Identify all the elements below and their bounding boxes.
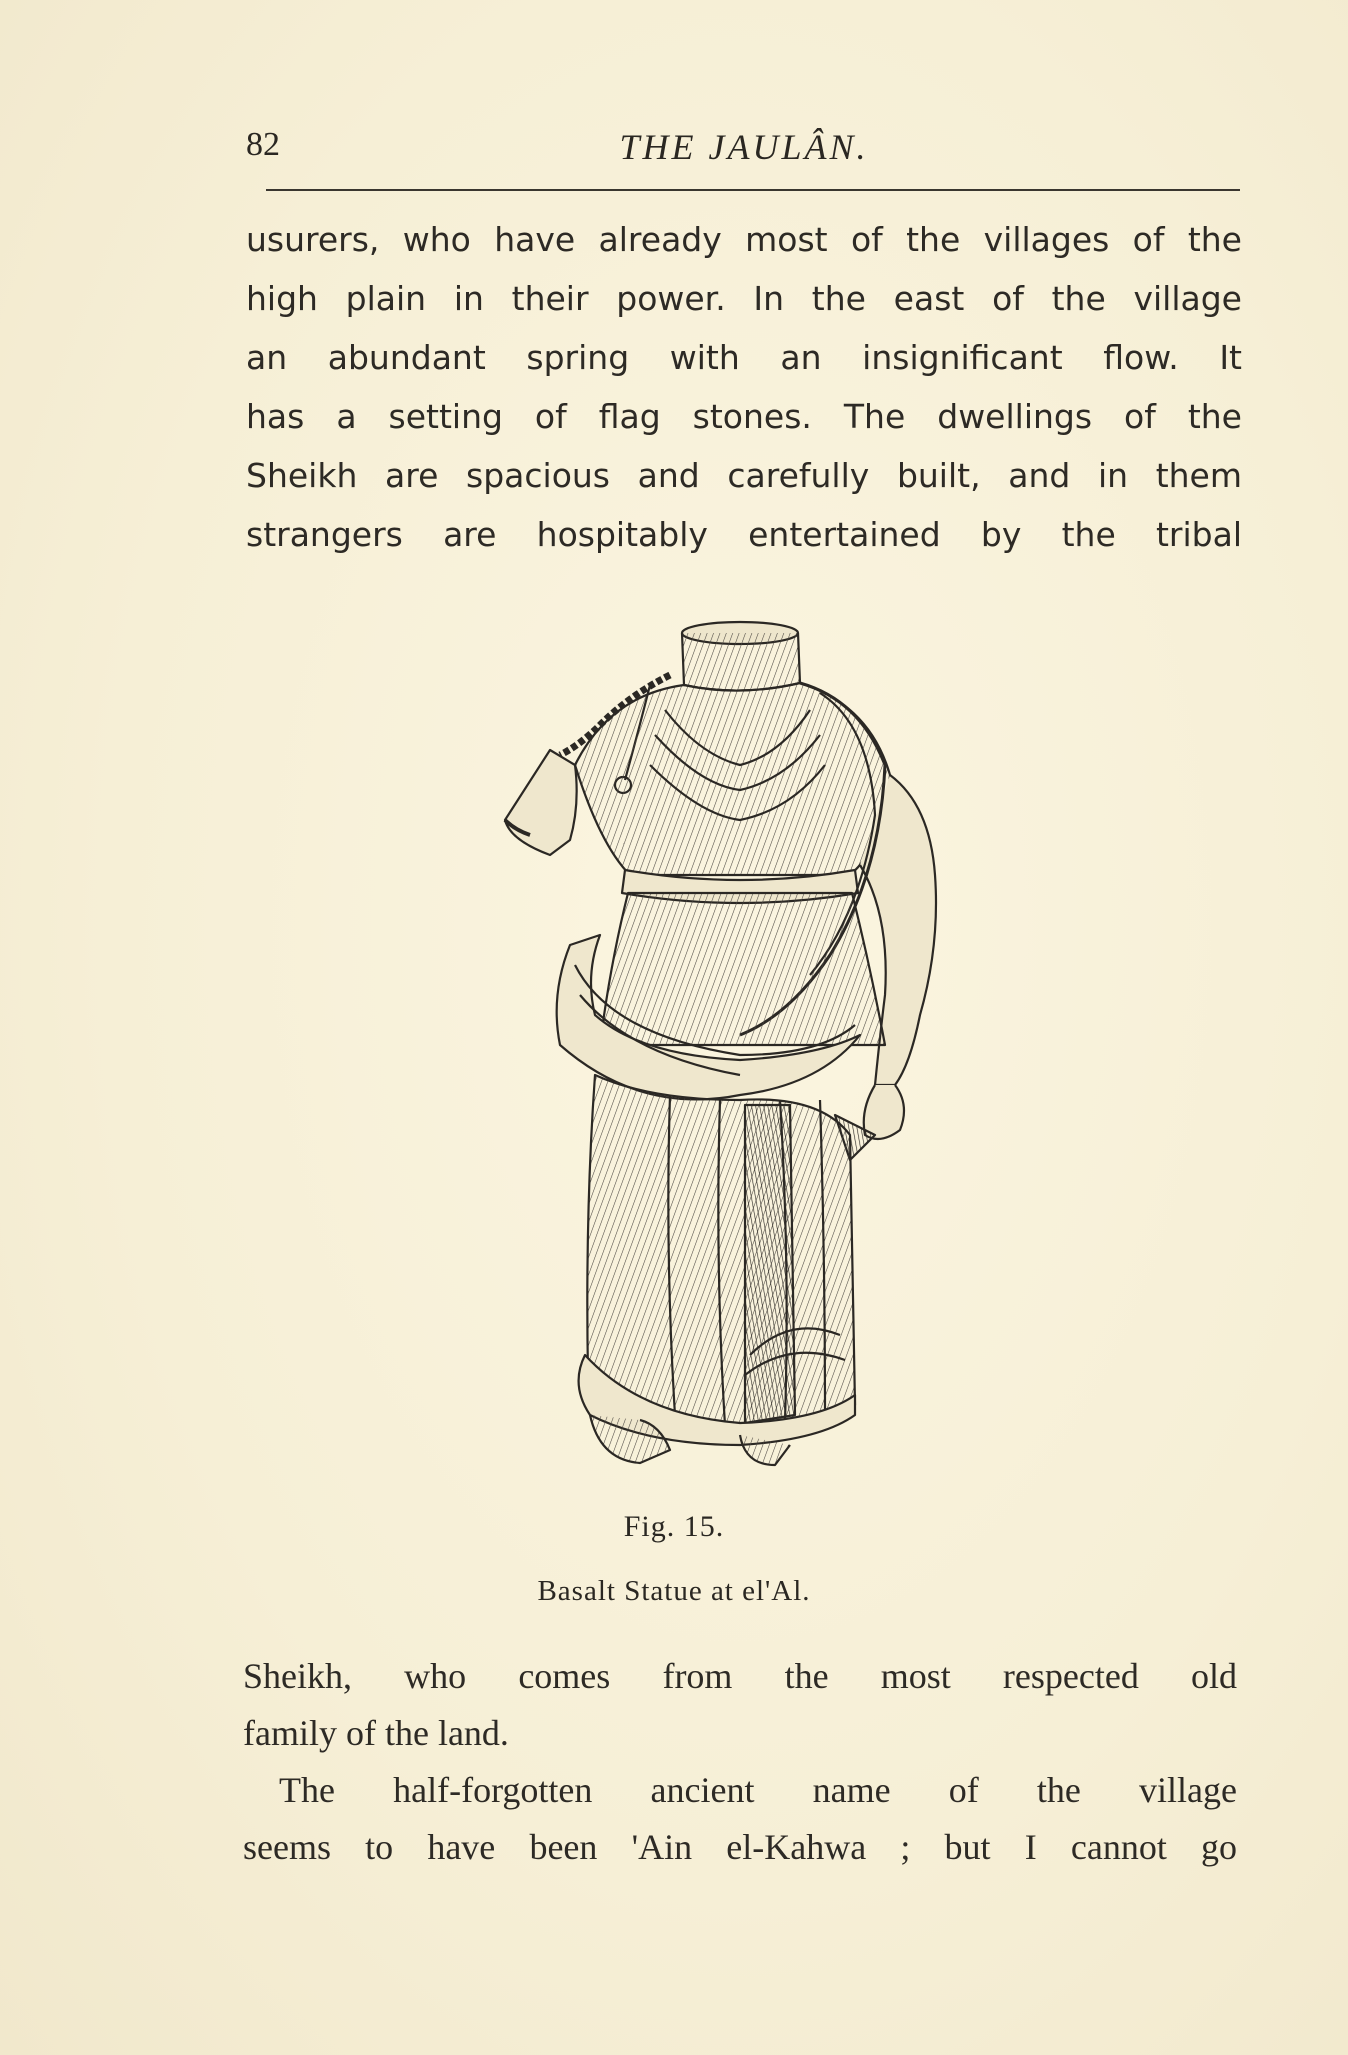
figure-number: Fig. 15. <box>623 1510 725 1543</box>
header-rule <box>266 189 1240 191</box>
paragraph-top <box>246 210 1242 564</box>
page-number: 82 <box>246 126 280 163</box>
page-header <box>246 118 1242 178</box>
text-line: an abundant spring with an insignificant flow. It <box>246 338 1242 377</box>
text-line: The half-forgotten ancient name of the village <box>279 1770 1237 1810</box>
statue-illustration <box>490 615 970 1495</box>
text-line: has a setting of flag stones. The dwellings of the <box>246 397 1242 436</box>
figure-caption: Basalt Statue at el'Al. <box>537 1575 811 1607</box>
text-line: high plain in their power. In the east of the village <box>246 279 1242 318</box>
text-line: strangers are hospitably entertained by the tribal <box>246 515 1242 554</box>
text-line: Sheikh are spacious and carefully built, and in them <box>246 456 1242 495</box>
running-title: THE JAULÂN. <box>619 127 869 167</box>
paragraph-bottom-1 <box>243 1648 1237 1762</box>
text-line: seems to have been 'Ain el-Kahwa ; but I cannot go <box>243 1827 1237 1867</box>
text-line: Sheikh, who comes from the most respected old <box>243 1656 1237 1696</box>
text-line: usurers, who have already most of the villages of the <box>246 220 1242 259</box>
paragraph-bottom-2 <box>243 1762 1237 1876</box>
text-line: family of the land. <box>243 1713 509 1753</box>
